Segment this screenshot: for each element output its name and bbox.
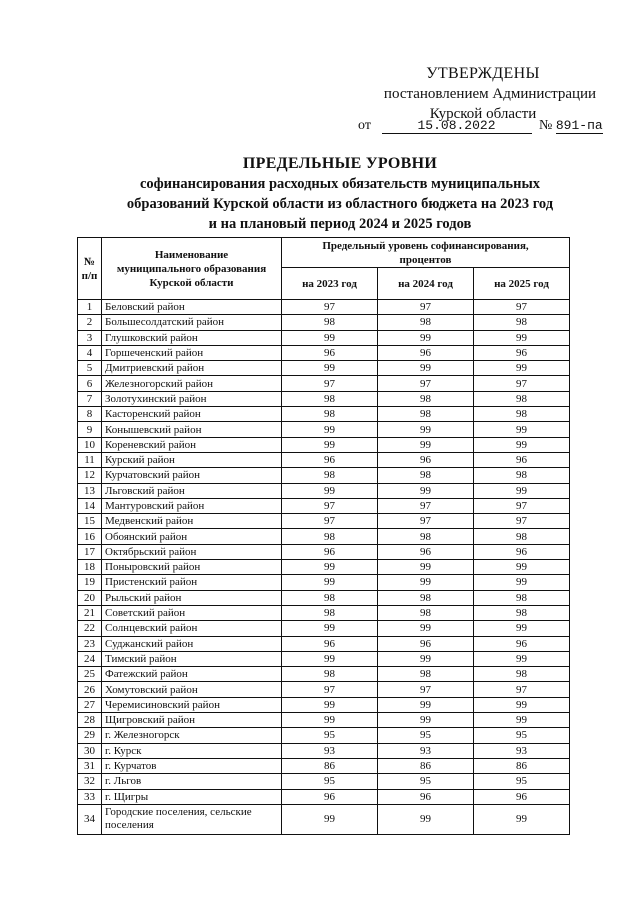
level-2023: 95 <box>282 774 378 789</box>
municipality-name: г. Курчатов <box>102 758 282 773</box>
level-2023: 99 <box>282 422 378 437</box>
level-2025: 86 <box>474 758 570 773</box>
level-2023: 95 <box>282 728 378 743</box>
row-number: 12 <box>78 468 102 483</box>
row-number: 16 <box>78 529 102 544</box>
level-2024: 98 <box>378 590 474 605</box>
level-2025: 99 <box>474 804 570 834</box>
level-2024: 98 <box>378 605 474 620</box>
row-number: 30 <box>78 743 102 758</box>
header-level: Предельный уровень софинансирования, процентов <box>282 238 570 268</box>
level-2024: 99 <box>378 361 474 376</box>
municipality-name: Большесолдатский район <box>102 315 282 330</box>
header-2025: на 2025 год <box>474 268 570 300</box>
level-2024: 98 <box>378 407 474 422</box>
level-2025: 99 <box>474 330 570 345</box>
table-row <box>78 789 570 804</box>
level-2025: 99 <box>474 483 570 498</box>
level-2023: 98 <box>282 667 378 682</box>
municipality-name: Советский район <box>102 605 282 620</box>
table-row <box>78 804 570 834</box>
level-2025: 98 <box>474 391 570 406</box>
level-2025: 98 <box>474 605 570 620</box>
table-row <box>78 483 570 498</box>
municipality-name: Солнцевский район <box>102 621 282 636</box>
level-2025: 99 <box>474 560 570 575</box>
row-number: 25 <box>78 667 102 682</box>
municipality-name: Мантуровский район <box>102 498 282 513</box>
decree-number: 891-па <box>555 118 603 133</box>
level-2025: 99 <box>474 422 570 437</box>
row-number: 8 <box>78 407 102 422</box>
level-2025: 97 <box>474 300 570 315</box>
table-row <box>78 575 570 590</box>
level-2025: 97 <box>474 682 570 697</box>
level-2023: 96 <box>282 345 378 360</box>
level-2025: 97 <box>474 498 570 513</box>
row-number: 34 <box>78 804 102 834</box>
level-2023: 97 <box>282 498 378 513</box>
municipality-name: Октябрьский район <box>102 544 282 559</box>
table-row <box>78 651 570 666</box>
municipality-name: Пристенский район <box>102 575 282 590</box>
level-2023: 99 <box>282 437 378 452</box>
row-number: 6 <box>78 376 102 391</box>
table-row <box>78 514 570 529</box>
row-number: 7 <box>78 391 102 406</box>
level-2024: 99 <box>378 483 474 498</box>
row-number: 11 <box>78 452 102 467</box>
municipality-name: Золотухинский район <box>102 391 282 406</box>
municipality-name: г. Курск <box>102 743 282 758</box>
approval-heading: УТВЕРЖДЕНЫ <box>426 65 540 82</box>
municipality-name: Дмитриевский район <box>102 361 282 376</box>
level-2023: 96 <box>282 544 378 559</box>
level-2025: 95 <box>474 728 570 743</box>
level-2024: 97 <box>378 376 474 391</box>
level-2023: 97 <box>282 376 378 391</box>
table-row <box>78 713 570 728</box>
level-2023: 99 <box>282 713 378 728</box>
table-row <box>78 361 570 376</box>
level-2025: 99 <box>474 713 570 728</box>
table-body <box>78 300 570 835</box>
title-line-4: и на плановый период 2024 и 2025 годов <box>208 216 472 232</box>
level-2024: 98 <box>378 529 474 544</box>
row-number: 14 <box>78 498 102 513</box>
level-2025: 96 <box>474 789 570 804</box>
level-2024: 97 <box>378 498 474 513</box>
level-2023: 97 <box>282 682 378 697</box>
level-2025: 98 <box>474 315 570 330</box>
title-line-2: софинансирования расходных обязательств муниципальных <box>139 176 541 192</box>
cofinancing-table <box>77 237 570 835</box>
level-2024: 99 <box>378 804 474 834</box>
row-number: 32 <box>78 774 102 789</box>
level-2023: 93 <box>282 743 378 758</box>
row-number: 19 <box>78 575 102 590</box>
level-2024: 99 <box>378 422 474 437</box>
table-row <box>78 774 570 789</box>
municipality-name: Обоянский район <box>102 529 282 544</box>
table-row <box>78 391 570 406</box>
level-2025: 99 <box>474 437 570 452</box>
municipality-name: Черемисиновский район <box>102 697 282 712</box>
row-number: 33 <box>78 789 102 804</box>
row-number: 9 <box>78 422 102 437</box>
municipality-name: Поныровский район <box>102 560 282 575</box>
level-2024: 97 <box>378 514 474 529</box>
table-row <box>78 758 570 773</box>
table-row <box>78 468 570 483</box>
row-number: 2 <box>78 315 102 330</box>
table-row <box>78 407 570 422</box>
level-2025: 96 <box>474 544 570 559</box>
table-row <box>78 422 570 437</box>
municipality-name: Тимский район <box>102 651 282 666</box>
municipality-name: Железногорский район <box>102 376 282 391</box>
municipality-name: Кореневский район <box>102 437 282 452</box>
level-2023: 99 <box>282 651 378 666</box>
level-2024: 96 <box>378 345 474 360</box>
row-number: 31 <box>78 758 102 773</box>
level-2024: 96 <box>378 789 474 804</box>
municipality-name: Горшеченский район <box>102 345 282 360</box>
row-number: 3 <box>78 330 102 345</box>
table-row <box>78 315 570 330</box>
row-number: 18 <box>78 560 102 575</box>
title-line-1: ПРЕДЕЛЬНЫЕ УРОВНИ <box>242 155 438 172</box>
level-2024: 97 <box>378 300 474 315</box>
level-2024: 99 <box>378 697 474 712</box>
table-row <box>78 452 570 467</box>
approval-authority: постановлением Администрации <box>383 86 597 102</box>
row-number: 27 <box>78 697 102 712</box>
level-2023: 97 <box>282 514 378 529</box>
level-2024: 95 <box>378 774 474 789</box>
level-2024: 96 <box>378 636 474 651</box>
number-label: № <box>539 118 553 133</box>
level-2023: 98 <box>282 468 378 483</box>
level-2023: 99 <box>282 804 378 834</box>
level-2025: 98 <box>474 529 570 544</box>
level-2023: 98 <box>282 529 378 544</box>
level-2025: 96 <box>474 452 570 467</box>
level-2023: 99 <box>282 697 378 712</box>
level-2023: 96 <box>282 789 378 804</box>
approval-region: Курской области <box>429 106 537 122</box>
title-line-3: образований Курской области из областного бюджета на 2023 год <box>126 196 554 212</box>
level-2025: 99 <box>474 651 570 666</box>
level-2025: 95 <box>474 774 570 789</box>
level-2024: 97 <box>378 682 474 697</box>
level-2025: 99 <box>474 621 570 636</box>
level-2025: 99 <box>474 361 570 376</box>
decree-date: 15.08.2022 <box>382 119 532 134</box>
table-row <box>78 345 570 360</box>
table-row <box>78 682 570 697</box>
level-2023: 98 <box>282 315 378 330</box>
level-2024: 96 <box>378 544 474 559</box>
table-row <box>78 330 570 345</box>
level-2025: 96 <box>474 636 570 651</box>
row-number: 13 <box>78 483 102 498</box>
row-number: 26 <box>78 682 102 697</box>
level-2024: 96 <box>378 452 474 467</box>
level-2024: 95 <box>378 728 474 743</box>
municipality-name: Беловский район <box>102 300 282 315</box>
level-2025: 98 <box>474 468 570 483</box>
level-2024: 86 <box>378 758 474 773</box>
header-num: № п/п <box>78 238 102 300</box>
table-row <box>78 621 570 636</box>
level-2025: 93 <box>474 743 570 758</box>
row-number: 22 <box>78 621 102 636</box>
row-number: 15 <box>78 514 102 529</box>
table-row <box>78 376 570 391</box>
level-2025: 98 <box>474 590 570 605</box>
level-2024: 99 <box>378 713 474 728</box>
level-2025: 96 <box>474 345 570 360</box>
row-number: 1 <box>78 300 102 315</box>
level-2023: 98 <box>282 605 378 620</box>
level-2023: 96 <box>282 636 378 651</box>
table-row <box>78 605 570 620</box>
municipality-name: Курчатовский район <box>102 468 282 483</box>
level-2024: 99 <box>378 330 474 345</box>
level-2024: 99 <box>378 560 474 575</box>
level-2023: 98 <box>282 391 378 406</box>
date-prefix: от <box>358 118 371 133</box>
level-2024: 98 <box>378 468 474 483</box>
table-row <box>78 636 570 651</box>
level-2024: 99 <box>378 621 474 636</box>
municipality-name: г. Железногорск <box>102 728 282 743</box>
decree-date-line <box>358 118 618 134</box>
row-number: 5 <box>78 361 102 376</box>
level-2023: 98 <box>282 590 378 605</box>
table-row <box>78 300 570 315</box>
row-number: 17 <box>78 544 102 559</box>
municipality-name: Конышевский район <box>102 422 282 437</box>
level-2023: 99 <box>282 361 378 376</box>
table-row <box>78 437 570 452</box>
row-number: 20 <box>78 590 102 605</box>
level-2024: 98 <box>378 391 474 406</box>
level-2025: 97 <box>474 376 570 391</box>
document-title <box>60 154 620 234</box>
level-2024: 98 <box>378 315 474 330</box>
table-row <box>78 590 570 605</box>
table-row <box>78 560 570 575</box>
municipality-name: Хомутовский район <box>102 682 282 697</box>
level-2025: 97 <box>474 514 570 529</box>
level-2023: 98 <box>282 407 378 422</box>
row-number: 21 <box>78 605 102 620</box>
level-2024: 99 <box>378 575 474 590</box>
municipality-name: г. Льгов <box>102 774 282 789</box>
row-number: 4 <box>78 345 102 360</box>
level-2023: 99 <box>282 560 378 575</box>
level-2025: 99 <box>474 575 570 590</box>
level-2025: 98 <box>474 667 570 682</box>
municipality-name: Глушковский район <box>102 330 282 345</box>
municipality-name: г. Щигры <box>102 789 282 804</box>
level-2025: 99 <box>474 697 570 712</box>
municipality-name: Рыльский район <box>102 590 282 605</box>
level-2023: 96 <box>282 452 378 467</box>
municipality-name: Медвенский район <box>102 514 282 529</box>
level-2023: 99 <box>282 621 378 636</box>
table-row <box>78 498 570 513</box>
row-number: 28 <box>78 713 102 728</box>
level-2023: 86 <box>282 758 378 773</box>
row-number: 29 <box>78 728 102 743</box>
table-row <box>78 697 570 712</box>
row-number: 10 <box>78 437 102 452</box>
table-row <box>78 529 570 544</box>
level-2024: 98 <box>378 667 474 682</box>
header-2024: на 2024 год <box>378 268 474 300</box>
level-2023: 99 <box>282 483 378 498</box>
level-2024: 99 <box>378 437 474 452</box>
municipality-name: Касторенский район <box>102 407 282 422</box>
municipality-name: Льговский район <box>102 483 282 498</box>
level-2023: 99 <box>282 330 378 345</box>
municipality-name: Фатежский район <box>102 667 282 682</box>
level-2024: 93 <box>378 743 474 758</box>
approval-block <box>345 64 615 124</box>
municipality-name: Щигровский район <box>102 713 282 728</box>
table-row <box>78 667 570 682</box>
level-2023: 99 <box>282 575 378 590</box>
table-row <box>78 743 570 758</box>
table-row <box>78 544 570 559</box>
level-2025: 98 <box>474 407 570 422</box>
municipality-name: Курский район <box>102 452 282 467</box>
municipality-name: Суджанский район <box>102 636 282 651</box>
header-name: Наименование муниципального образования Курской области <box>102 238 282 300</box>
header-2023: на 2023 год <box>282 268 378 300</box>
row-number: 23 <box>78 636 102 651</box>
row-number: 24 <box>78 651 102 666</box>
level-2024: 99 <box>378 651 474 666</box>
table-row <box>78 728 570 743</box>
level-2023: 97 <box>282 300 378 315</box>
municipality-name: Городские поселения, сельские поселения <box>102 804 282 834</box>
